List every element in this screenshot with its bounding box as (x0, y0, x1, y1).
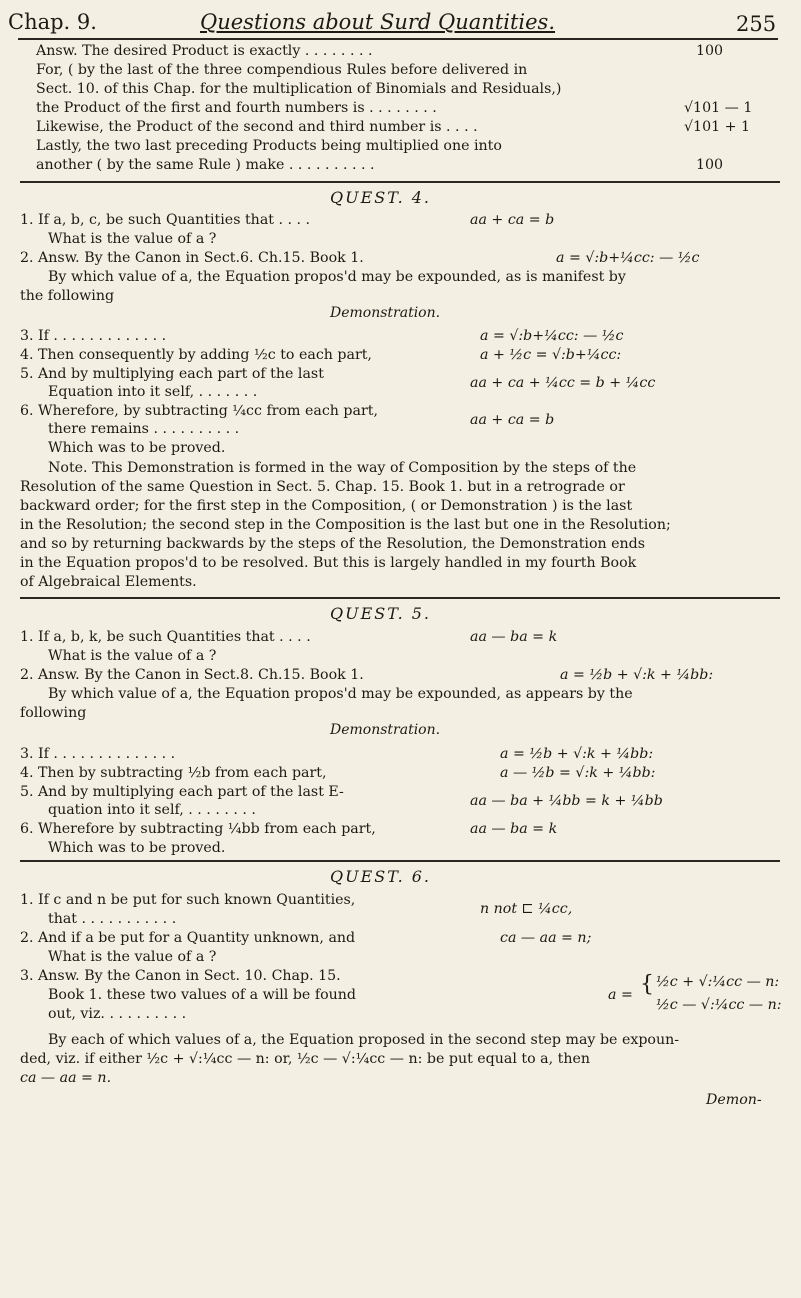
step-equation: aa — ba + ¼bb = k + ¼bb (470, 793, 663, 809)
text-line: By which value of a, the Equation propos'd may be expounded, as is manifest by (48, 269, 626, 285)
text-line: the following (20, 288, 115, 304)
step-equation: a + ½c = √:b+¼cc: (480, 347, 622, 363)
text-line: What is the value of a ? (48, 648, 217, 664)
step-equation: a — ½b = √:k + ¼bb: (500, 765, 656, 781)
step-line: 6. Wherefore by subtracting ¼bb from each part, (20, 821, 376, 837)
text-line: Lastly, the two last preceding Products being multiplied one into (36, 138, 502, 154)
closing-line: ded, viz. if either ½c + √:¼cc — n: or, ½c — √:¼cc — n: be put equal to a, then (20, 1051, 591, 1067)
text-line: Likewise, the Product of the second and third number is . . . . (36, 119, 478, 135)
text-line: following (20, 705, 87, 721)
note-line: in the Equation propos'd to be resolved. But this is largely handled in my fourth Book (20, 555, 637, 571)
text-line: out, viz. . . . . . . . . . (48, 1006, 187, 1022)
equation: a = ½b + √:k + ¼bb: (560, 667, 714, 683)
step-line: 3. If . . . . . . . . . . . . . (20, 328, 167, 344)
step-line: 5. And by multiplying each part of the last (20, 366, 324, 382)
answer-value: ½c — √:¼cc — n: (656, 997, 782, 1013)
step-line: 6. Wherefore, by subtracting ¼cc from each part, (20, 403, 378, 419)
section-heading: QUEST. 5. (330, 604, 431, 623)
answer-label: a = (608, 987, 633, 1003)
step-line: quation into it self, . . . . . . . . (48, 802, 256, 818)
step-line: 5. And by multiplying each part of the last E- (20, 784, 344, 800)
text-line: Answ. The desired Product is exactly . . . . . . . . (36, 43, 373, 59)
result-value: √101 + 1 (684, 119, 751, 135)
condition: n not ⊏ ¼cc, (480, 901, 573, 917)
step-equation: aa + ca + ¼cc = b + ¼cc (470, 375, 656, 391)
note-line: of Algebraical Elements. (20, 574, 197, 590)
text-line: 3. Answ. By the Canon in Sect. 10. Chap. 15. (20, 968, 341, 984)
step-line: there remains . . . . . . . . . . (48, 421, 240, 437)
equation: aa — ba = k (470, 629, 558, 645)
demonstration-heading: Demonstration. (330, 722, 441, 738)
step-line: Which was to be proved. (48, 840, 226, 856)
demonstration-heading: Demonstration. (330, 305, 441, 321)
text-line: 2. And if a be put for a Quantity unknown, and (20, 930, 356, 946)
text-line: that . . . . . . . . . . . (48, 911, 177, 927)
step-line: 4. Then consequently by adding ½c to each part, (20, 347, 372, 363)
text-line: For, ( by the last of the three compendious Rules before delivered in (36, 62, 528, 78)
result-value: 100 (696, 157, 724, 173)
equation: a = √:b+¼cc: — ½c (556, 250, 700, 266)
step-line: 3. If . . . . . . . . . . . . . . (20, 746, 176, 762)
catchword: Demon- (706, 1092, 762, 1108)
text-line: Book 1. these two values of a will be found (48, 987, 356, 1003)
text-line: What is the value of a ? (48, 231, 217, 247)
step-line: Which was to be proved. (48, 440, 226, 456)
text-line: 1. If a, b, c, be such Quantities that . . . . (20, 212, 311, 228)
chapter-label: Chap. 9. (8, 10, 97, 34)
text-line: What is the value of a ? (48, 949, 217, 965)
closing-line: By each of which values of a, the Equation proposed in the second step may be expoun- (48, 1032, 680, 1048)
step-equation: a = √:b+¼cc: — ½c (480, 328, 624, 344)
step-equation: aa + ca = b (470, 412, 555, 428)
running-title: Questions about Surd Quantities. (200, 10, 556, 34)
note-line: Note. This Demonstration is formed in the way of Composition by the steps of the (48, 460, 637, 476)
text-line: 2. Answ. By the Canon in Sect.6. Ch.15. Book 1. (20, 250, 364, 266)
brace-icon: { (640, 972, 654, 997)
section-rule (20, 597, 780, 599)
step-equation: a = ½b + √:k + ¼bb: (500, 746, 654, 762)
closing-line: ca — aa = n. (20, 1070, 112, 1086)
section-rule (20, 181, 780, 183)
step-line: 4. Then by subtracting ½b from each part, (20, 765, 327, 781)
section-heading: QUEST. 6. (330, 867, 431, 886)
text-line: another ( by the same Rule ) make . . . . . . . . . . (36, 157, 375, 173)
text-line: 1. If c and n be put for such known Quantities, (20, 892, 356, 908)
text-line: By which value of a, the Equation propos'd may be expounded, as appears by the (48, 686, 633, 702)
result-value: √101 — 1 (684, 100, 753, 116)
text-line: 1. If a, b, k, be such Quantities that . . . . (20, 629, 311, 645)
page-number: 255 (736, 12, 777, 36)
step-line: Equation into it self, . . . . . . . (48, 384, 258, 400)
result-value: 100 (696, 43, 724, 59)
section-heading: QUEST. 4. (330, 188, 431, 207)
header-rule (18, 38, 778, 40)
condition: ca — aa = n; (500, 930, 592, 946)
note-line: in the Resolution; the second step in the Composition is the last but one in the Resolution; (20, 517, 671, 533)
text-line: Sect. 10. of this Chap. for the multiplication of Binomials and Residuals,) (36, 81, 562, 97)
section-rule (20, 860, 780, 862)
answer-value: ½c + √:¼cc — n: (656, 974, 780, 990)
text-line: the Product of the first and fourth numbers is . . . . . . . . (36, 100, 437, 116)
note-line: backward order; for the first step in the Composition, ( or Demonstration ) is the last (20, 498, 633, 514)
note-line: and so by returning backwards by the steps of the Resolution, the Demonstration ends (20, 536, 646, 552)
text-line: 2. Answ. By the Canon in Sect.8. Ch.15. Book 1. (20, 667, 364, 683)
step-equation: aa — ba = k (470, 821, 558, 837)
equation: aa + ca = b (470, 212, 555, 228)
note-line: Resolution of the same Question in Sect. 5. Chap. 15. Book 1. but in a retrograde or (20, 479, 625, 495)
